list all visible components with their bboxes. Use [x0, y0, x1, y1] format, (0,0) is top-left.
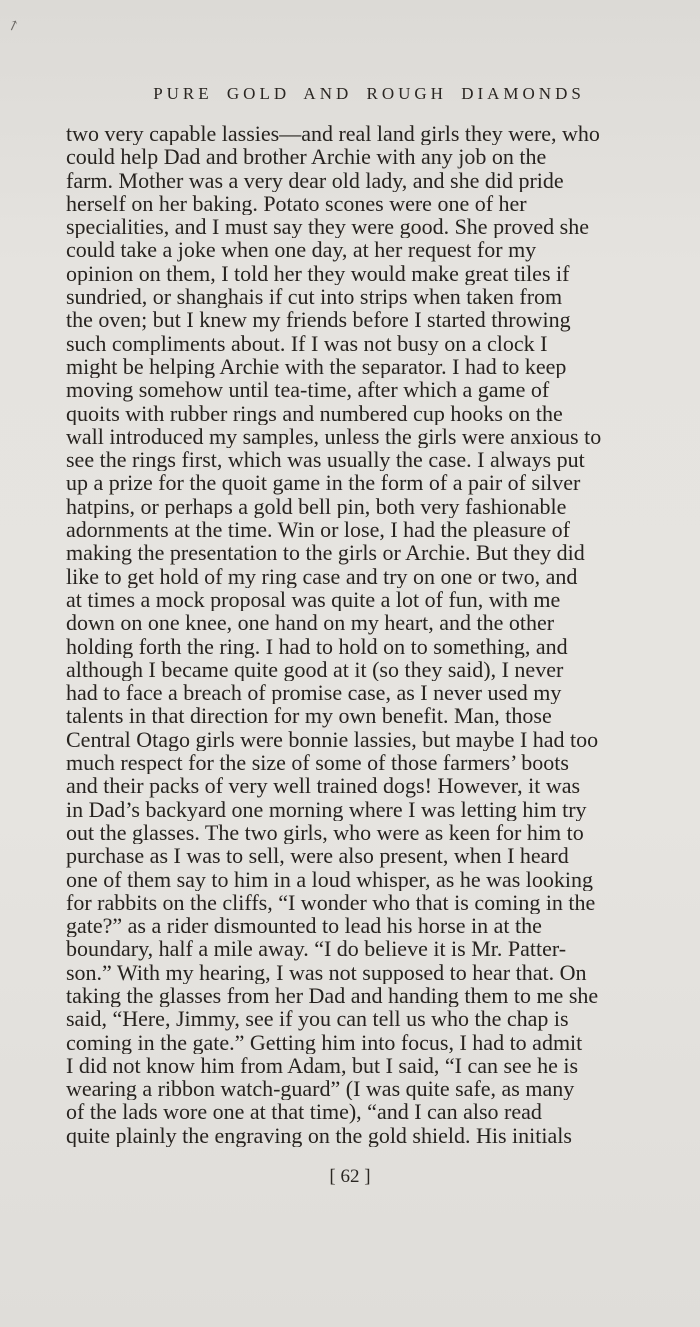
page-number: [ 62 ] [329, 1166, 371, 1187]
text-line: farm. Mother was a very dear old lady, and she did pride [66, 168, 564, 192]
text-line: one of them say to him in a loud whisper, as he was looking [66, 867, 594, 891]
text-line: in Dad’s backyard one morning where I was letting him try [66, 797, 587, 821]
text-line: opinion on them, I told her they would make great tiles if [66, 261, 570, 286]
text-line: could help Dad and brother Archie with any job on the [66, 145, 547, 169]
text-line: I did not know him from Adam, but I said, “I can see he is [66, 1053, 579, 1078]
text-line: the oven; but I knew my friends before I started throwing [66, 308, 571, 332]
running-head: PURE GOLD AND ROUGH DIAMONDS [153, 84, 585, 103]
text-line: son.” With my hearing, I was not supposed to hear that. On [66, 960, 587, 984]
text-line: moving somehow until tea-time, after which a game of [66, 378, 550, 402]
text-line: adornments at the time. Win or lose, I had the pleasure of [66, 518, 570, 542]
text-line: of the lads wore one at that time), “and I can also read [66, 1100, 542, 1124]
text-line: sundried, or shanghais if cut into strips when taken from [66, 285, 563, 309]
text-line: might be helping Archie with the separator. I had to keep [66, 354, 567, 379]
text-line: specialities, and I must say they were good. She proved she [66, 215, 589, 239]
text-line: gate?” as a rider dismounted to lead his horse in at the [66, 914, 542, 938]
text-line: making the presentation to the girls or Archie. But they did [66, 541, 585, 565]
text-line: see the rings first, which was usually the case. I always put [66, 448, 585, 472]
pencil-mark-icon: ↗ [5, 17, 22, 36]
text-line: had to face a breach of promise case, as I never used my [66, 681, 562, 705]
text-line: wall introduced my samples, unless the girls were anxious to [66, 424, 602, 449]
text-line: wearing a ribbon watch-guard” (I was quite safe, as many [66, 1077, 575, 1101]
text-line: could take a joke when one day, at her request for my [66, 238, 537, 262]
text-line: like to get hold of my ring case and try on one or two, and [66, 564, 578, 588]
text-line: two very capable lassies—and real land girls they were, who [66, 122, 600, 146]
text-line: quoits with rubber rings and numbered cup hooks on the [66, 401, 563, 425]
text-line: taking the glasses from her Dad and handing them to me she [66, 983, 599, 1008]
body-text [66, 122, 672, 1147]
text-line: up a prize for the quoit game in the form of a pair of silver [66, 471, 581, 495]
text-line: out the glasses. The two girls, who were as keen for him to [66, 820, 584, 845]
text-line: herself on her baking. Potato scones were one of her [66, 191, 527, 216]
text-line: coming in the gate.” Getting him into focus, I had to admit [66, 1030, 583, 1054]
text-line: purchase as I was to sell, were also present, when I heard [66, 844, 569, 868]
text-line: such compliments about. If I was not busy on a clock I [66, 331, 548, 355]
text-line: said, “Here, Jimmy, see if you can tell us who the chap is [66, 1007, 569, 1031]
text-line: much respect for the size of some of those farmers’ boots [66, 751, 569, 775]
text-line: boundary, half a mile away. “I do believe it is Mr. Patter- [66, 937, 567, 961]
text-line: and their packs of very well trained dogs! However, it was [66, 774, 581, 798]
text-line: quite plainly the engraving on the gold shield. His initials [66, 1123, 572, 1148]
text-line: talents in that direction for my own benefit. Man, those [66, 704, 552, 728]
text-line: hatpins, or perhaps a gold bell pin, both very fashionable [66, 494, 567, 519]
text-line: Central Otago girls were bonnie lassies, but maybe I had too [66, 727, 599, 752]
text-line: although I became quite good at it (so they said), I never [66, 657, 564, 682]
text-line: holding forth the ring. I had to hold on to something, and [66, 634, 568, 658]
text-line: at times a mock proposal was quite a lot of fun, with me [66, 587, 561, 612]
text-line: down on one knee, one hand on my heart, and the other [66, 611, 555, 635]
text-line: for rabbits on the cliffs, “I wonder who that is coming in the [66, 890, 596, 915]
